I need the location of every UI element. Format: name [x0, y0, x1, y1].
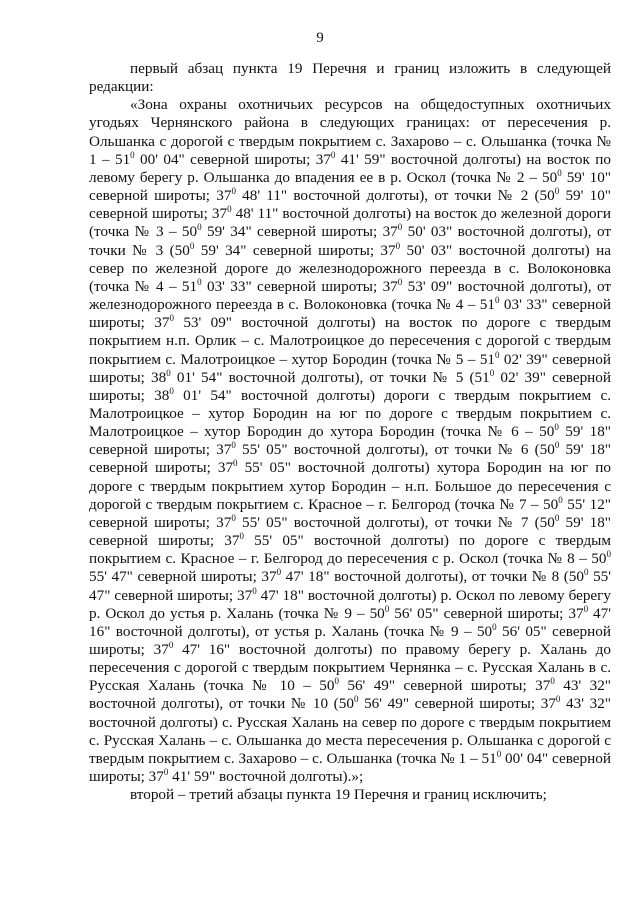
document-body — [89, 60, 611, 804]
paragraph-intro: первый абзац пункта 19 Перечня и границ изложить в следующей редакции: — [89, 60, 611, 96]
paragraph-zone-boundaries: «Зона охраны охотничьих ресурсов на общедоступных охотничьих угодьях Чернянского района в следующих границах: от пересечения р. Ольшанка с дорогой с твердым покрытием с. Захарово – с. Ольшанка (точка № $1 - 51^0$ 00' 04" северной широты; $37^0$ 41' 59" восточной долготы) на восток по левому берегу р. Ольшанка до впадения ее в р. Оскол (точка № $2 - 50^0$ 59' 10" северной широты; $37^0$ 48' 11" восточной долготы), от точки № 2 ($50^0$ 59' 10" северной широты; $37^0$ 48' 11" восточной долготы) на восток до железной дороги (точка № $3 - 50^0$ 59' 34" северной широты; $37^0$ 50' 03" восточной долготы), от точки № 3 ($50^0$ 59' 34" северной широты; $37^0$ 50' 03" восточной долготы) на север по железной дороге до железнодорожного переезда в с. Волоконовка (точка № $4 - 51^0$ 03' 33" северной широты; $37^0$ 53' 09" восточной долготы), от железнодорожного переезда в с. Волоконовка (точка № $4 - 51^0$ 03' 33" северной широты; $37^0$ 53' 09" восточной долготы) на восток по дороге с твердым покрытием н.п. Орлик – с. Малотроицкое до пересечения с дорогой с твердым покрытием с. Малотроицкое – хутор Бородин (точка № $5 - 51^0$ 02' 39" северной широты; $38^0$ 01' 54" восточной долготы), от точки № 5 ($51^0$ 02' 39" северной широты; $38^0$ 01' 54" восточной долготы) дороги с твердым покрытием с. Малотроицкое – хутор Бородин на юг по дороге с твердым покрытием с. Малотроицкое – хутор Бородин до хутора Бородин (точка № $6 - 50^0$ 59' 18" северной широты; $37^0$ 55' 05" восточной долготы), от точки № 6 ($50^0$ 59' 18" северной широты; $37^0$ 55' 05" восточной долготы) хутора Бородин на юг по дороге с твердым покрытием хутор Бородин – н.п. Большое до пересечения с дорогой с твердым покрытием с. Красное – г. Белгород (точка № $7 - 50^0$ 55' 12" северной широты; $37^0$ 55' 05" восточной долготы), от точки № 7 ($50^0$ 59' 18" северной широты; $37^0$ 55' 05" восточной долготы) по дороге с твердым покрытием с. Красное – г. Белгород до пересечения с р. Оскол (точка № $8 - 50^0$ 55' 47" северной широты; $37^0$ 47' 18" восточной долготы), от точки № 8 ($50^0$ 55' 47" северной широты; $37^0$ 47' 18" восточной долготы) р. Оскол по левому берегу р. Оскол до устья р. Халань (точка № $9 - 50^0$ 56' 05" северной широты; $37^0$ 47' 16" восточной долготы), от устья р. Халань (точка № $9 - 50^0$ 56' 05" северной широты; $37^0$ 47' 16" восточной долготы) по правому берегу р. Халань до пересечения с дорогой с твердым покрытием Чернянка – с. Русская Халань в с. Русская Халань (точка № $10 - 50^0$ 56' 49" северной широты; $37^0$ 43' 32" восточной долготы), от точки № 10 ($50^0$ 56' 49" северной широты; $37^0$ 43' 32" восточной долготы) с. Русская Халань на север по дороге с твердым покрытием с. Русская Халань – с. Ольшанка до места пересечения р. Ольшанка с дорогой с твердым покрытием с. Захарово – с. Ольшанка (точка № $1 - 51^0$ 00' 04" северной широты; $37^0$ 41' 59" восточной долготы).»; — [89, 96, 612, 786]
page-number: 9 — [316, 30, 324, 46]
paragraph-exclusion: второй – третий абзацы пункта 19 Перечня и границ исключить; — [130, 786, 547, 804]
